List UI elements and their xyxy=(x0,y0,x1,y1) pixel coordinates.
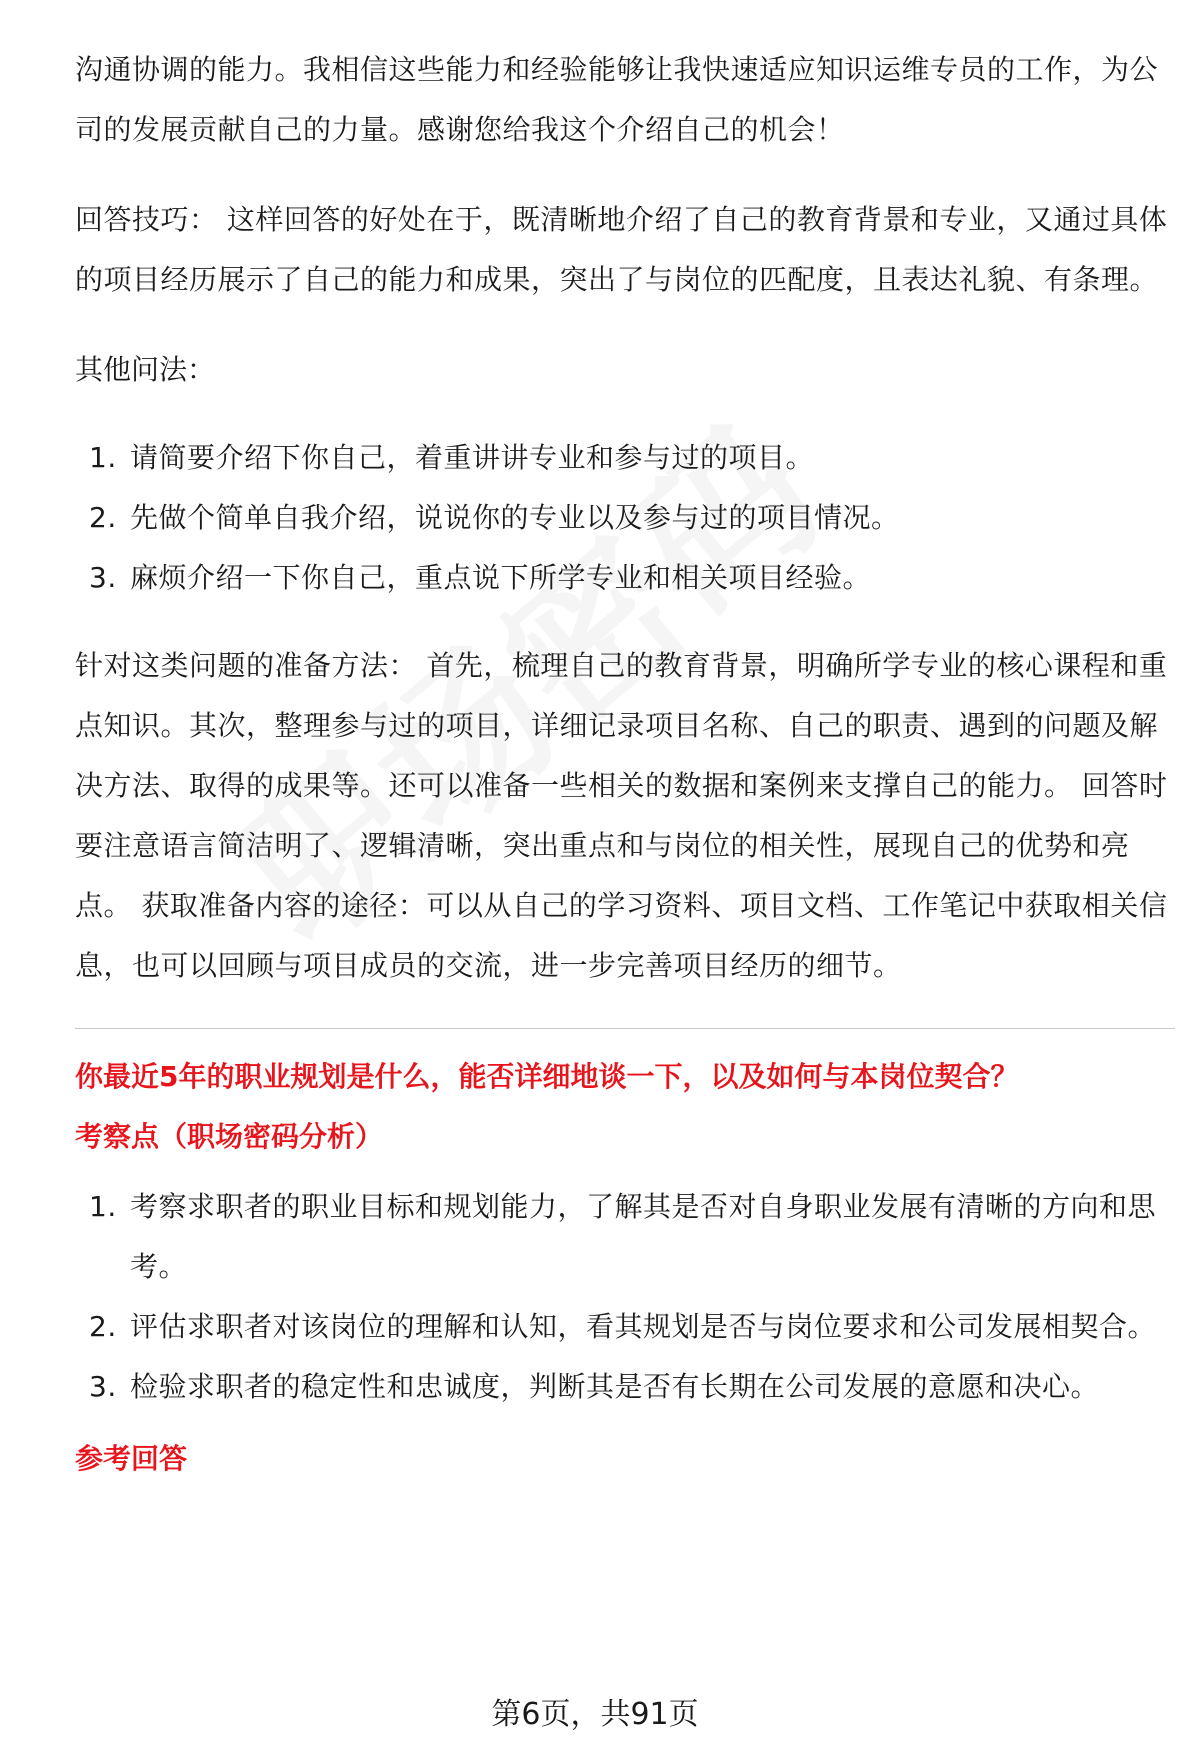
list-number: 3. xyxy=(89,561,117,594)
other-asks-label: 其他问法： xyxy=(75,353,216,386)
list-item-text: 请简要介绍下你自己，着重讲讲专业和参与过的项目。 xyxy=(130,441,815,474)
answer-tips-paragraph: 回答技巧： 这样回答的好处在于，既清晰地介绍了自己的教育背景和专业，又通过具体的项目经历展示了自己的能力和成果，突出了与岗位的匹配度，且表达礼貌、有条理。 xyxy=(75,203,1168,296)
preparation-paragraph: 针对这类问题的准备方法： 首先，梳理自己的教育背景，明确所学专业的核心课程和重点知识。其次，整理参与过的项目，详细记录项目名称、自己的职责、遇到的问题及解决方法、取得的成果等。还可以准备一些相关的数据和案例来支撑自己的能力。 回答时要注意语言简洁明了、逻辑清晰，突出重点和与岗位的相关性，展现自己的优势和亮点。 获取准备内容的途径：可以从自己的学习资料、项目文档、工作笔记中获取相关信息，也可以回顾与项目成员的交流，进一步完善项目经历的细节。 xyxy=(75,649,1168,982)
page-number-footer: 第6页，共91页 xyxy=(491,1697,699,1732)
reference-answer-label: 参考回答 xyxy=(75,1442,188,1475)
list-item xyxy=(75,1357,1175,1417)
list-item-text: 麻烦介绍一下你自己，重点说下所学专业和相关项目经验。 xyxy=(130,561,872,594)
focus-points-label: 考察点（职场密码分析） xyxy=(75,1120,384,1153)
list-number: 2. xyxy=(89,501,117,534)
list-item-text: 先做个简单自我介绍，说说你的专业以及参与过的项目情况。 xyxy=(130,501,900,534)
list-item-text: 考察求职者的职业目标和规划能力，了解其是否对自身职业发展有清晰的方向和思考。 xyxy=(130,1190,1157,1283)
list-item xyxy=(75,1177,1175,1297)
list-number: 1. xyxy=(89,1190,117,1223)
list-item xyxy=(75,488,1175,548)
document-body xyxy=(75,40,1175,1499)
list-item xyxy=(75,428,1175,488)
list-number: 3. xyxy=(89,1370,117,1403)
list-item-text: 评估求职者对该岗位的理解和认知，看其规划是否与岗位要求和公司发展相契合。 xyxy=(130,1310,1157,1343)
list-item-text: 检验求职者的稳定性和忠诚度，判断其是否有长期在公司发展的意愿和决心。 xyxy=(130,1370,1100,1403)
list-number: 1. xyxy=(89,441,117,474)
list-item xyxy=(75,1297,1175,1357)
question-title: 你最近5年的职业规划是什么，能否详细地谈一下，以及如何与本岗位契合？ xyxy=(75,1060,1019,1093)
list-item xyxy=(75,548,1175,608)
list-number: 2. xyxy=(89,1310,117,1343)
intro-paragraph: 沟通协调的能力。我相信这些能力和经验能够让我快速适应知识运维专员的工作，为公司的发展贡献自己的力量。感谢您给我这个介绍自己的机会！ xyxy=(75,53,1159,146)
other-asks-list xyxy=(75,428,1175,608)
focus-points-list xyxy=(75,1177,1175,1417)
section-divider xyxy=(75,1028,1175,1029)
